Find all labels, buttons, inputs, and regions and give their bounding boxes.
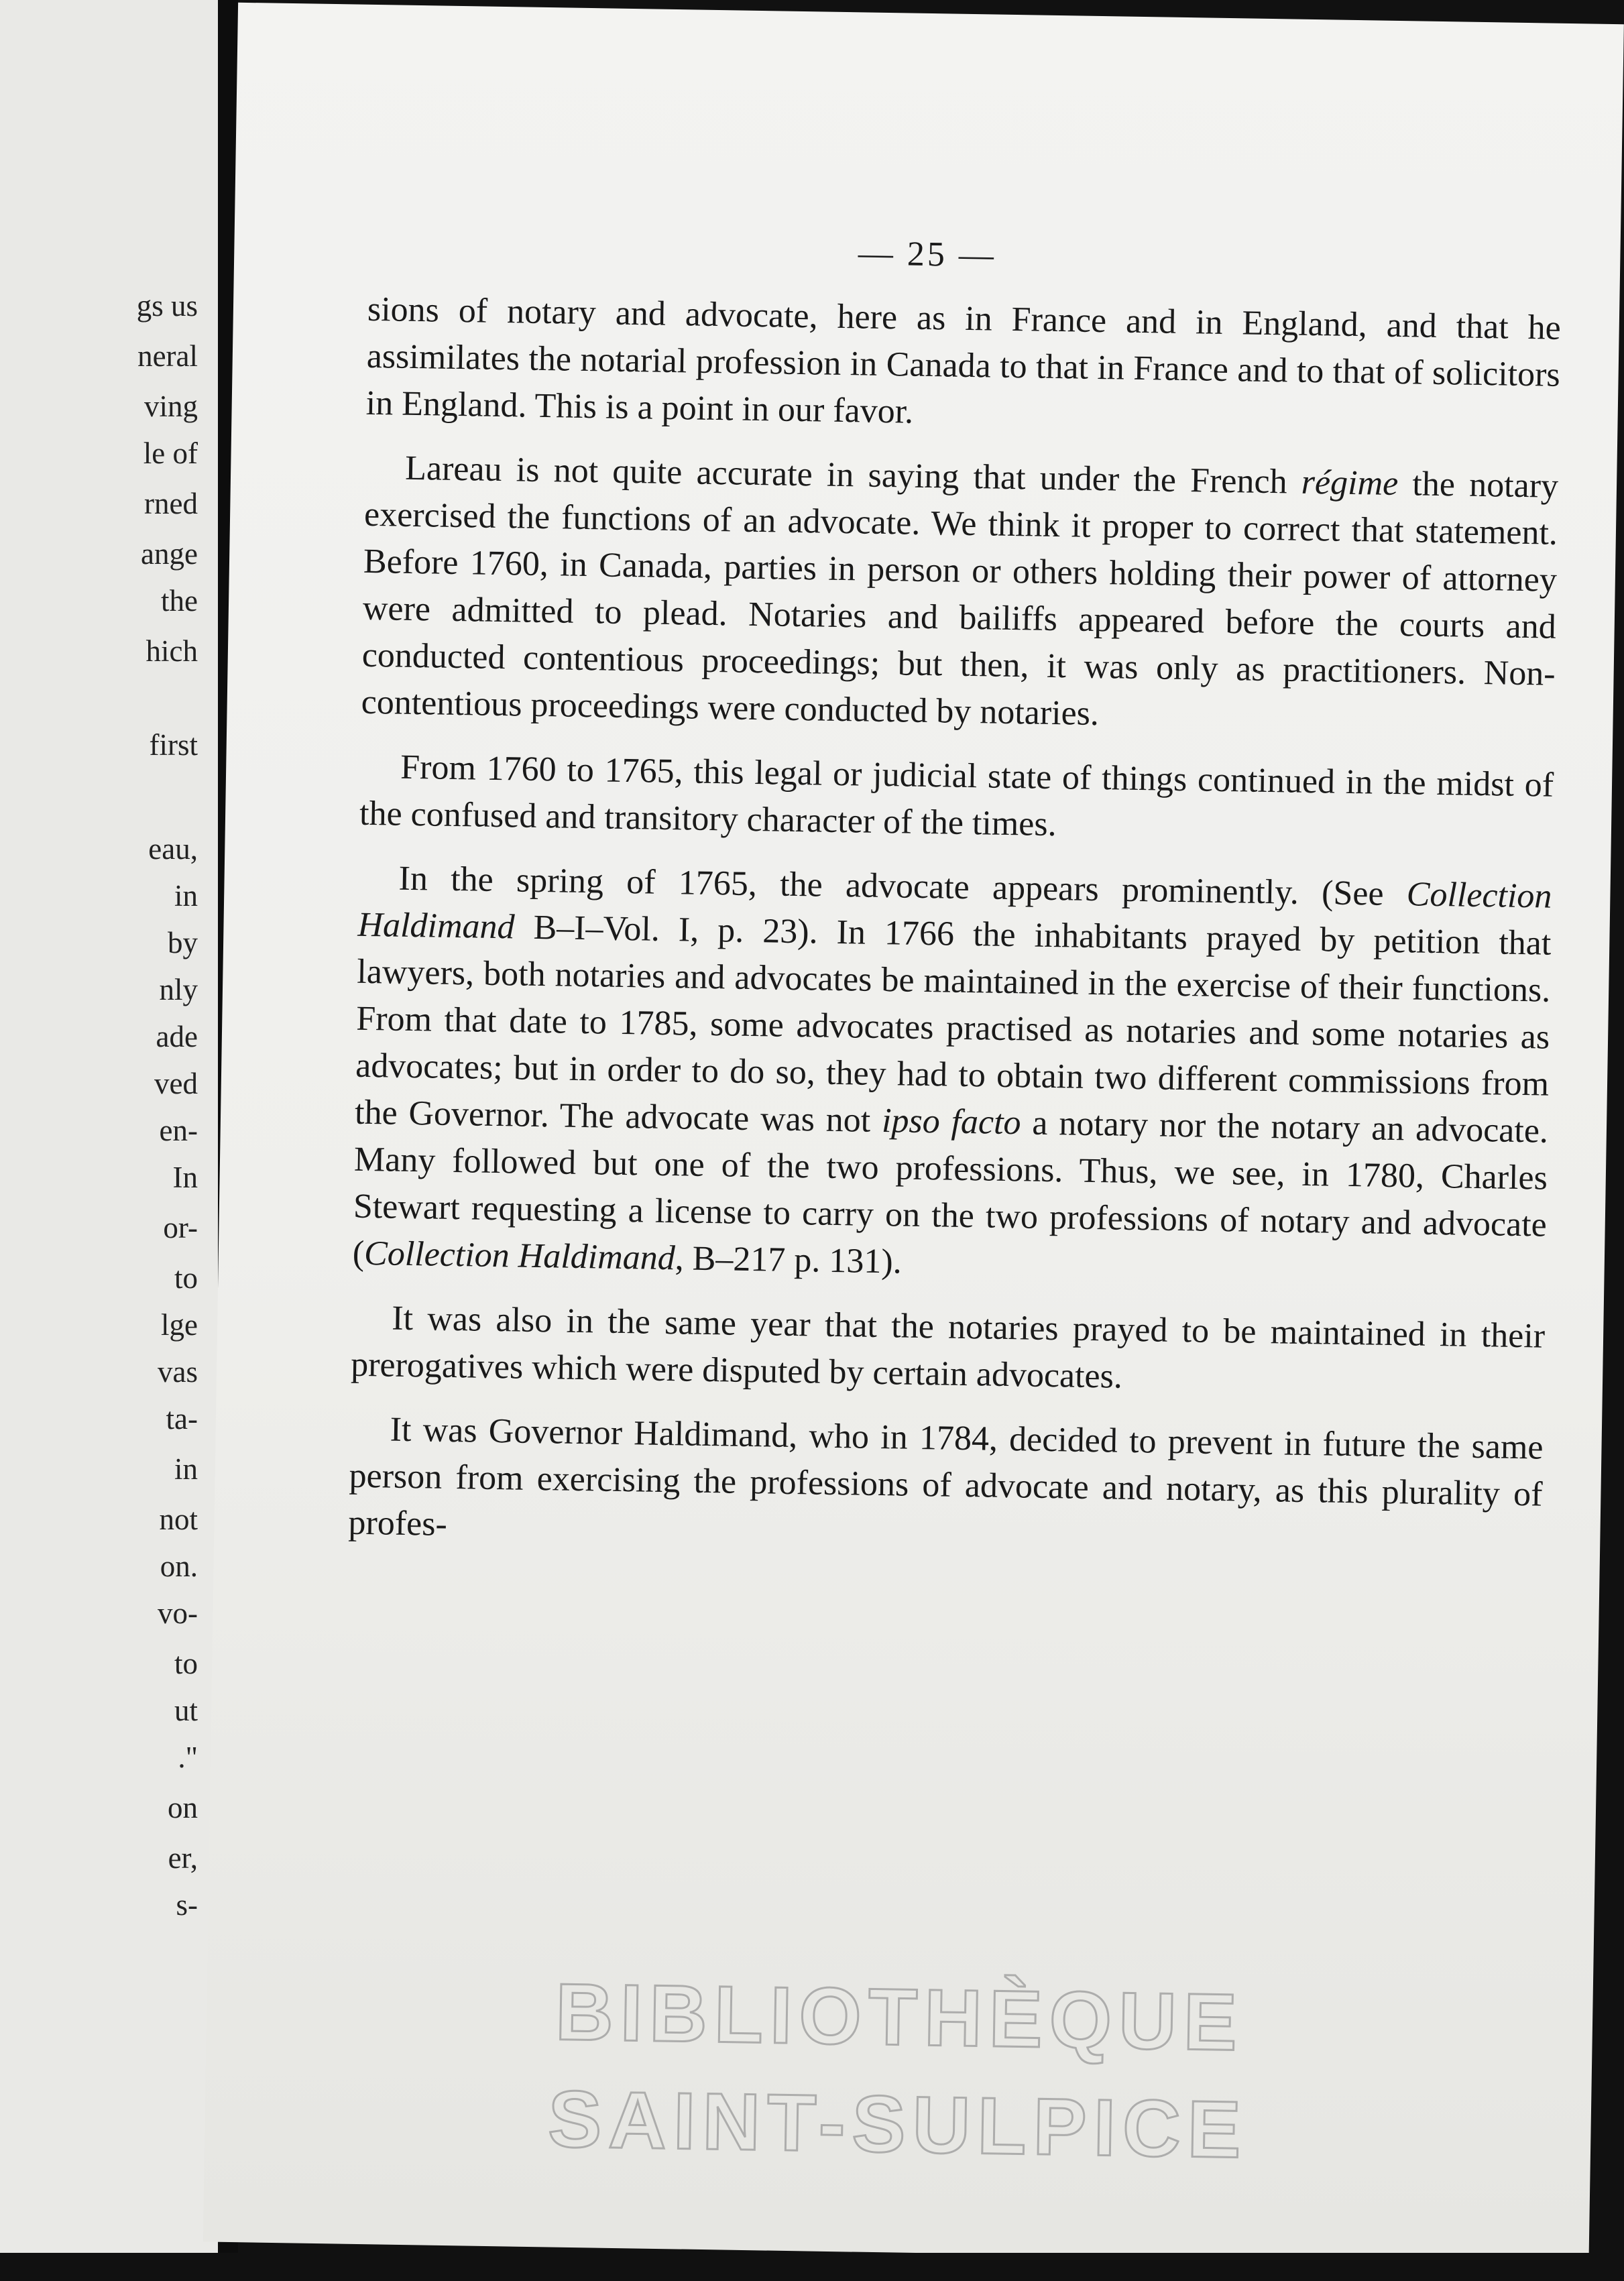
italic-text: Collection Haldimand — [363, 1234, 676, 1278]
paragraph — [361, 445, 1558, 745]
facing-page-line: en- — [159, 1114, 198, 1147]
facing-page-line: In — [172, 1161, 198, 1194]
facing-page-line: not — [159, 1503, 198, 1536]
facing-page-line: on. — [160, 1549, 198, 1583]
facing-page-line: le of — [143, 436, 198, 470]
facing-page-line: er, — [168, 1841, 198, 1875]
facing-page-line: hich — [146, 634, 198, 668]
paragraph — [348, 1406, 1544, 1566]
facing-page-line: vas — [158, 1355, 198, 1389]
scan-border — [0, 2253, 1624, 2281]
text-run: , B–217 p. 131). — [675, 1239, 903, 1281]
facing-page-line: ving — [143, 390, 198, 423]
text-run: Lareau is not quite accurate in saying that under the French — [404, 449, 1302, 502]
facing-page-line: by — [168, 926, 198, 959]
text-run: It was Governor Haldimand, who in 1784, decided to prevent in future the same person from exercising the professions of advocate and notary, as this plurality of profes- — [348, 1410, 1544, 1543]
facing-page-line: rned — [144, 487, 198, 520]
page-number: — 25 — — [858, 234, 997, 275]
italic-text: régime — [1301, 463, 1399, 504]
facing-page-line: on — [168, 1791, 198, 1824]
book-page — [203, 3, 1624, 2264]
text-run: In the spring of 1765, the advocate appears prominently. (See — [398, 859, 1407, 914]
text-run: B–I–Vol. I, p. 23). In 1766 the inhabitants prayed by petition that lawyers, both notaries and advocates be maintained in the exercise of their functions. From that date to 1785, some advocates practised as notaries and some notaries as advocates; but in order to do so, they had to obtain two different commissions from the Governor. The advocate was not — [354, 908, 1552, 1140]
text-run: From 1760 to 1765, this legal or judicial state of things continued in the midst of the confused and transitory character of the times. — [359, 748, 1554, 844]
page-body — [348, 286, 1562, 1583]
facing-page-line: ." — [178, 1741, 198, 1774]
facing-page-line: lge — [161, 1308, 198, 1342]
facing-page-line: ange — [141, 537, 198, 571]
library-stamp-line-1: BIBLIOTHÈQUE — [555, 1967, 1244, 2068]
text-run: a notary nor the notary an advocate. Many followed but one of the two professions. Thus, we see, in 1780, Charles Stewart requesting a license to carry on the two professions of notary and advocate ( — [352, 1104, 1549, 1273]
paragraph — [351, 1295, 1546, 1407]
facing-page-line: vo- — [158, 1596, 198, 1630]
paragraph — [359, 744, 1554, 856]
facing-page-line: to — [174, 1261, 198, 1295]
facing-page-line: or- — [163, 1211, 198, 1244]
facing-page-line: nly — [159, 973, 198, 1006]
facing-page-line: ved — [154, 1067, 198, 1100]
paragraph — [352, 855, 1552, 1296]
facing-page-line: in — [174, 1452, 198, 1486]
facing-page-line: to — [174, 1647, 198, 1680]
facing-page-line: eau, — [148, 832, 198, 866]
italic-text: Collection Haldimand — [357, 875, 1552, 947]
facing-page-line: ta- — [166, 1402, 198, 1436]
facing-page-left — [0, 0, 218, 2253]
facing-page-line: the — [161, 584, 198, 618]
library-stamp-line-2: SAINT-SULPICE — [547, 2074, 1249, 2175]
facing-page-line: s- — [176, 1888, 198, 1922]
text-run: sions of notary and advocate, here as in France and in England, and that he assimilates the notarial profession in Canada to that in France and to that of solicitors in England. This is a point in our favor. — [365, 290, 1562, 431]
text-run: the notary exercised the functions of an advocate. We think it proper to correct that statement. Before 1760, in Canada, parties in person or others holding their power of attorney were admitted to plead. Notaries and bailiffs appeared before the courts and conducted contentious proceedings; but then, it was only as practitioners. Non-contentious proceedings were conducted by notaries. — [361, 465, 1559, 734]
facing-page-line: in — [174, 879, 198, 913]
paragraph — [365, 286, 1561, 446]
text-run: It was also in the same year that the notaries prayed to be maintained in their prerogatives which were disputed by certain advocates. — [350, 1299, 1546, 1396]
italic-text: ipso facto — [881, 1102, 1022, 1143]
facing-page-line: ade — [156, 1020, 198, 1053]
facing-page-line: first — [149, 728, 198, 762]
facing-page-line: gs us — [136, 289, 198, 323]
facing-page-line: neral — [137, 339, 198, 373]
facing-page-line: ut — [174, 1694, 198, 1727]
